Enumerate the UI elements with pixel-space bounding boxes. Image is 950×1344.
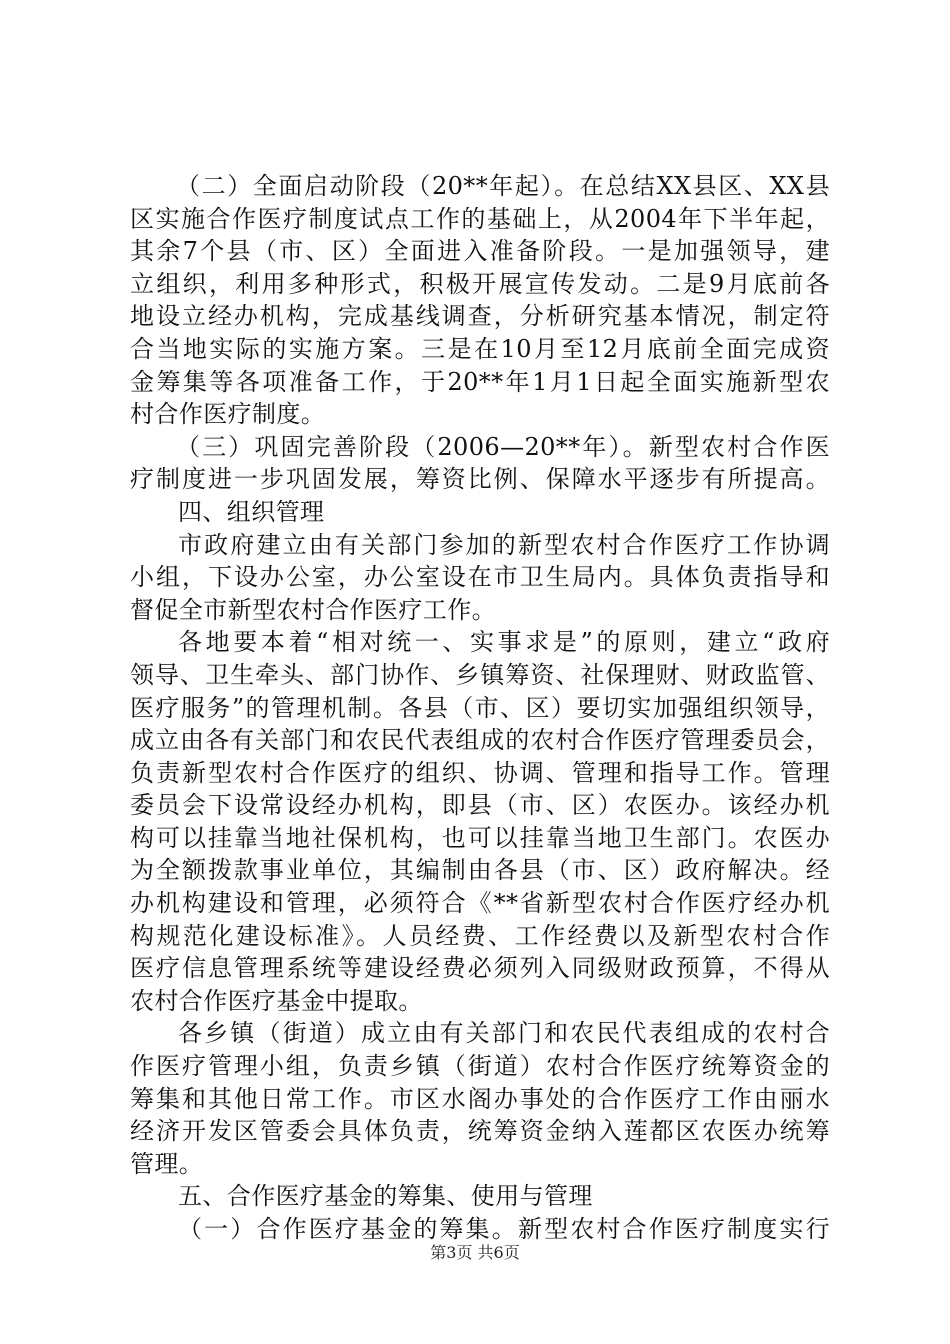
text-line: 构规范化建设标准》。人员经费、工作经费以及新型农村合作 [130, 921, 830, 950]
text-line: 其余7个县（市、区）全面进入准备阶段。一是加强领导，建 [130, 237, 830, 266]
document-body [130, 170, 830, 1246]
text-line: 领导、卫生牵头、部门协作、乡镇筹资、社保理财、财政监管、 [130, 660, 830, 689]
text-line: 小组，下设办公室，办公室设在市卫生局内。具体负责指导和 [130, 563, 830, 592]
text-line: 各乡镇（街道）成立由有关部门和农民代表组成的农村合 [178, 1019, 830, 1048]
text-line: 市政府建立由有关部门参加的新型农村合作医疗工作协调 [178, 530, 830, 559]
text-line: 筹集和其他日常工作。市区水阁办事处的合作医疗工作由丽水 [130, 1084, 830, 1113]
text-line: （一）合作医疗基金的筹集。新型农村合作医疗制度实行 [178, 1215, 830, 1243]
text-line: 医疗服务”的管理机制。各县（市、区）要切实加强组织领导， [130, 693, 830, 722]
text-line: 村合作医疗制度。 [130, 400, 326, 429]
text-line: 四、组织管理 [178, 497, 325, 526]
text-line: 作医疗管理小组，负责乡镇（街道）农村合作医疗统筹资金的 [130, 1052, 830, 1081]
text-line: 办机构建设和管理，必须符合《**省新型农村合作医疗经办机 [130, 889, 830, 918]
text-line: 地设立经办机构，完成基线调查，分析研究基本情况，制定符 [130, 302, 830, 331]
text-line: 区实施合作医疗制度试点工作的基础上，从2004年下半年起， [130, 204, 830, 233]
text-line: 负责新型农村合作医疗的组织、协调、管理和指导工作。管理 [130, 758, 830, 787]
text-line: （三）巩固完善阶段（2006—20**年）。新型农村合作医 [176, 432, 830, 461]
text-line: 督促全市新型农村合作医疗工作。 [130, 595, 496, 624]
text-line: 农村合作医疗基金中提取。 [130, 986, 423, 1015]
text-line: （二）全面启动阶段（20**年起）。在总结XX县区、XX县 [176, 172, 830, 200]
text-line: 成立由各有关部门和农民代表组成的农村合作医疗管理委员会， [130, 726, 830, 755]
text-line: 委员会下设常设经办机构，即县（市、区）农医办。该经办机 [130, 791, 830, 820]
text-line: 五、合作医疗基金的筹集、使用与管理 [178, 1182, 593, 1211]
text-line: 管理。 [130, 1149, 204, 1178]
text-line: 金筹集等各项准备工作，于20**年1月1日起全面实施新型农 [130, 367, 830, 396]
text-line: 各地要本着“相对统一、实事求是”的原则，建立“政府 [178, 628, 830, 657]
text-line: 医疗信息管理系统等建设经费必须列入同级财政预算，不得从 [130, 954, 830, 983]
text-line: 疗制度进一步巩固发展，筹资比例、保障水平逐步有所提高。 [130, 465, 830, 494]
text-line: 合当地实际的实施方案。三是在10月至12月底前全面完成资 [130, 334, 830, 363]
text-line: 为全额拨款事业单位，其编制由各县（市、区）政府解决。经 [130, 856, 830, 885]
page-footer: 第3页 共6页 [430, 1243, 520, 1262]
text-line: 经济开发区管委会具体负责，统筹资金纳入莲都区农医办统筹 [130, 1117, 830, 1146]
text-line: 立组织，利用多种形式，积极开展宣传发动。二是9月底前各 [130, 269, 830, 298]
text-line: 构可以挂靠当地社保机构，也可以挂靠当地卫生部门。农医办 [130, 823, 830, 852]
